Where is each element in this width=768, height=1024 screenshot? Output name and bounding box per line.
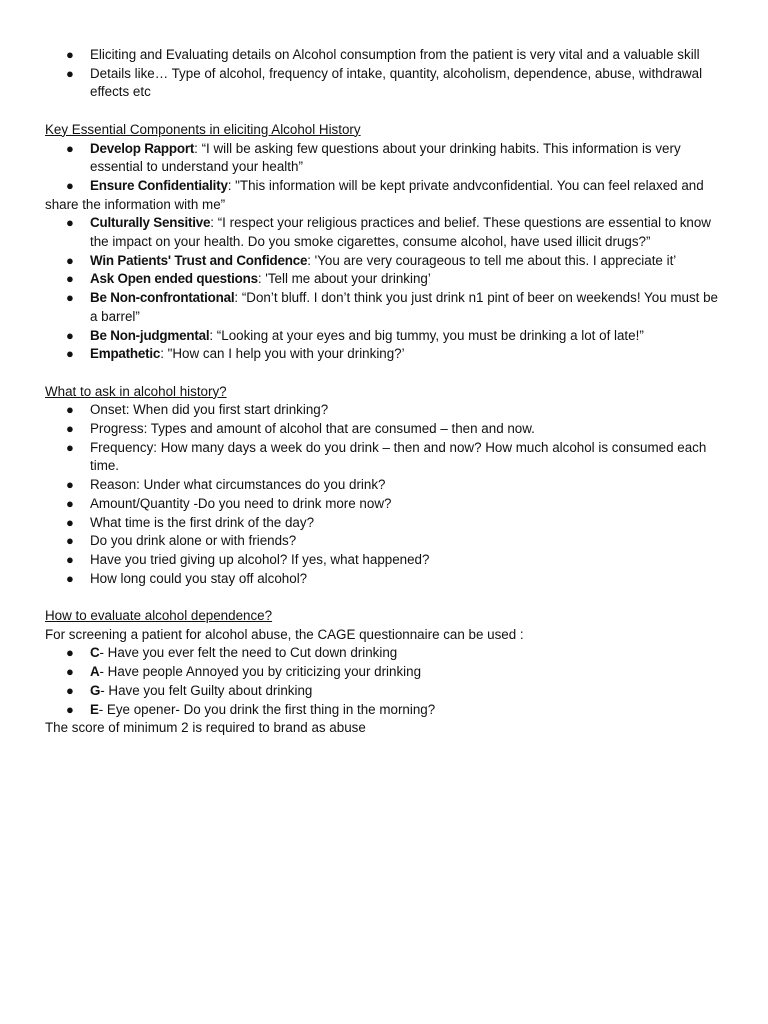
list-item: ● Win Patients' Trust and Confidence: 'You are very courageous to tell me about this. I appreciate it’ xyxy=(45,252,725,271)
bullet-icon: ● xyxy=(66,177,74,193)
list-item: ● Details like… Type of alcohol, frequency of intake, quantity, alcoholism, dependence, abuse, withdrawal effects etc xyxy=(66,65,703,100)
bullet-icon: ● xyxy=(66,346,74,362)
document-page xyxy=(45,46,725,738)
bullet-icon: ● xyxy=(66,421,74,437)
list-item: ● Ask Open ended questions: 'Tell me about your drinking’ xyxy=(45,270,725,289)
section-heading-what-to-ask: What to ask in alcohol history? xyxy=(45,383,227,399)
list-item: ● Culturally Sensitive: “I respect your religious practices and belief. These questions are essential to know the impact on your health. Do you smoke cigarettes, consume alcohol, have used illicit drugs?” xyxy=(66,215,711,250)
bullet-icon: ● xyxy=(66,533,74,549)
section-heading-dependence: How to evaluate alcohol dependence? xyxy=(45,608,273,624)
list-item: ● Progress: Types and amount of alcohol that are consumed – then and now. xyxy=(45,420,725,439)
list-item: ● Reason: Under what circumstances do you drink? xyxy=(45,476,725,495)
list-item: ● Do you drink alone or with friends? xyxy=(45,532,725,551)
bullet-icon: ● xyxy=(66,664,74,680)
bullet-icon: ● xyxy=(66,140,74,156)
list-item: ● Be Non-judgmental: “Looking at your eyes and big tummy, you must be drinking a lot of late!” xyxy=(45,327,725,346)
list-item: ● A- Have people Annoyed you by criticizing your drinking xyxy=(45,663,725,682)
cage-list xyxy=(45,644,725,719)
bullet-icon: ● xyxy=(66,645,74,661)
bullet-icon: ● xyxy=(66,252,74,268)
bullet-icon: ● xyxy=(66,477,74,493)
bullet-icon: ● xyxy=(66,65,74,81)
list-item: ● Eliciting and Evaluating details on Alcohol consumption from the patient is very vital and a valuable skill xyxy=(45,46,725,65)
bullet-icon: ● xyxy=(66,439,74,455)
components-list xyxy=(45,140,725,364)
bullet-icon: ● xyxy=(66,551,74,567)
intro-list xyxy=(45,46,725,102)
list-item: ● Develop Rapport: “I will be asking few questions about your drinking habits. This information is very essential to understand your health” xyxy=(66,140,681,175)
list-item: ● G- Have you felt Guilty about drinking xyxy=(45,682,725,701)
list-item: ● Amount/Quantity -Do you need to drink more now? xyxy=(45,495,725,514)
bullet-icon: ● xyxy=(66,495,74,511)
bullet-icon: ● xyxy=(66,47,74,62)
section-heading-components: Key Essential Components in eliciting Alcohol History xyxy=(45,121,361,137)
bullet-icon: ● xyxy=(66,514,74,530)
list-item: ● How long could you stay off alcohol? xyxy=(45,570,725,589)
dependence-intro: For screening a patient for alcohol abuse, the CAGE questionnaire can be used : xyxy=(45,626,524,642)
what-to-ask-list xyxy=(45,401,725,588)
list-item: ● C- Have you ever felt the need to Cut down drinking xyxy=(45,644,725,663)
bullet-icon: ● xyxy=(66,701,74,717)
dependence-footer: The score of minimum 2 is required to brand as abuse xyxy=(45,720,366,736)
list-item: ● Frequency: How many days a week do you drink – then and now? How much alcohol is consumed each time. xyxy=(66,439,707,474)
list-item: ● Be Non-confrontational: “Don’t bluff. I don’t think you just drink n1 pint of beer on weekends! You must be a barrel” xyxy=(66,290,718,324)
bullet-icon: ● xyxy=(66,215,74,231)
bullet-icon: ● xyxy=(66,570,74,586)
list-item: ● What time is the first drink of the day? xyxy=(45,514,725,533)
list-item: ● E- Eye opener- Do you drink the first thing in the morning? xyxy=(45,701,725,720)
bullet-icon: ● xyxy=(66,682,74,698)
list-item: ● Empathetic: "How can I help you with your drinking?’ xyxy=(45,345,725,364)
bullet-icon: ● xyxy=(66,327,74,343)
bullet-icon: ● xyxy=(66,290,74,306)
bullet-icon: ● xyxy=(66,402,74,418)
bullet-icon: ● xyxy=(66,271,74,287)
list-item: ● Ensure Confidentiality: "This information will be kept private andvconfidential. You can feel relaxed and share the information with me” xyxy=(45,177,704,212)
list-item: ● Onset: When did you first start drinking? xyxy=(45,401,725,420)
list-item: ● Have you tried giving up alcohol? If yes, what happened? xyxy=(45,551,725,570)
